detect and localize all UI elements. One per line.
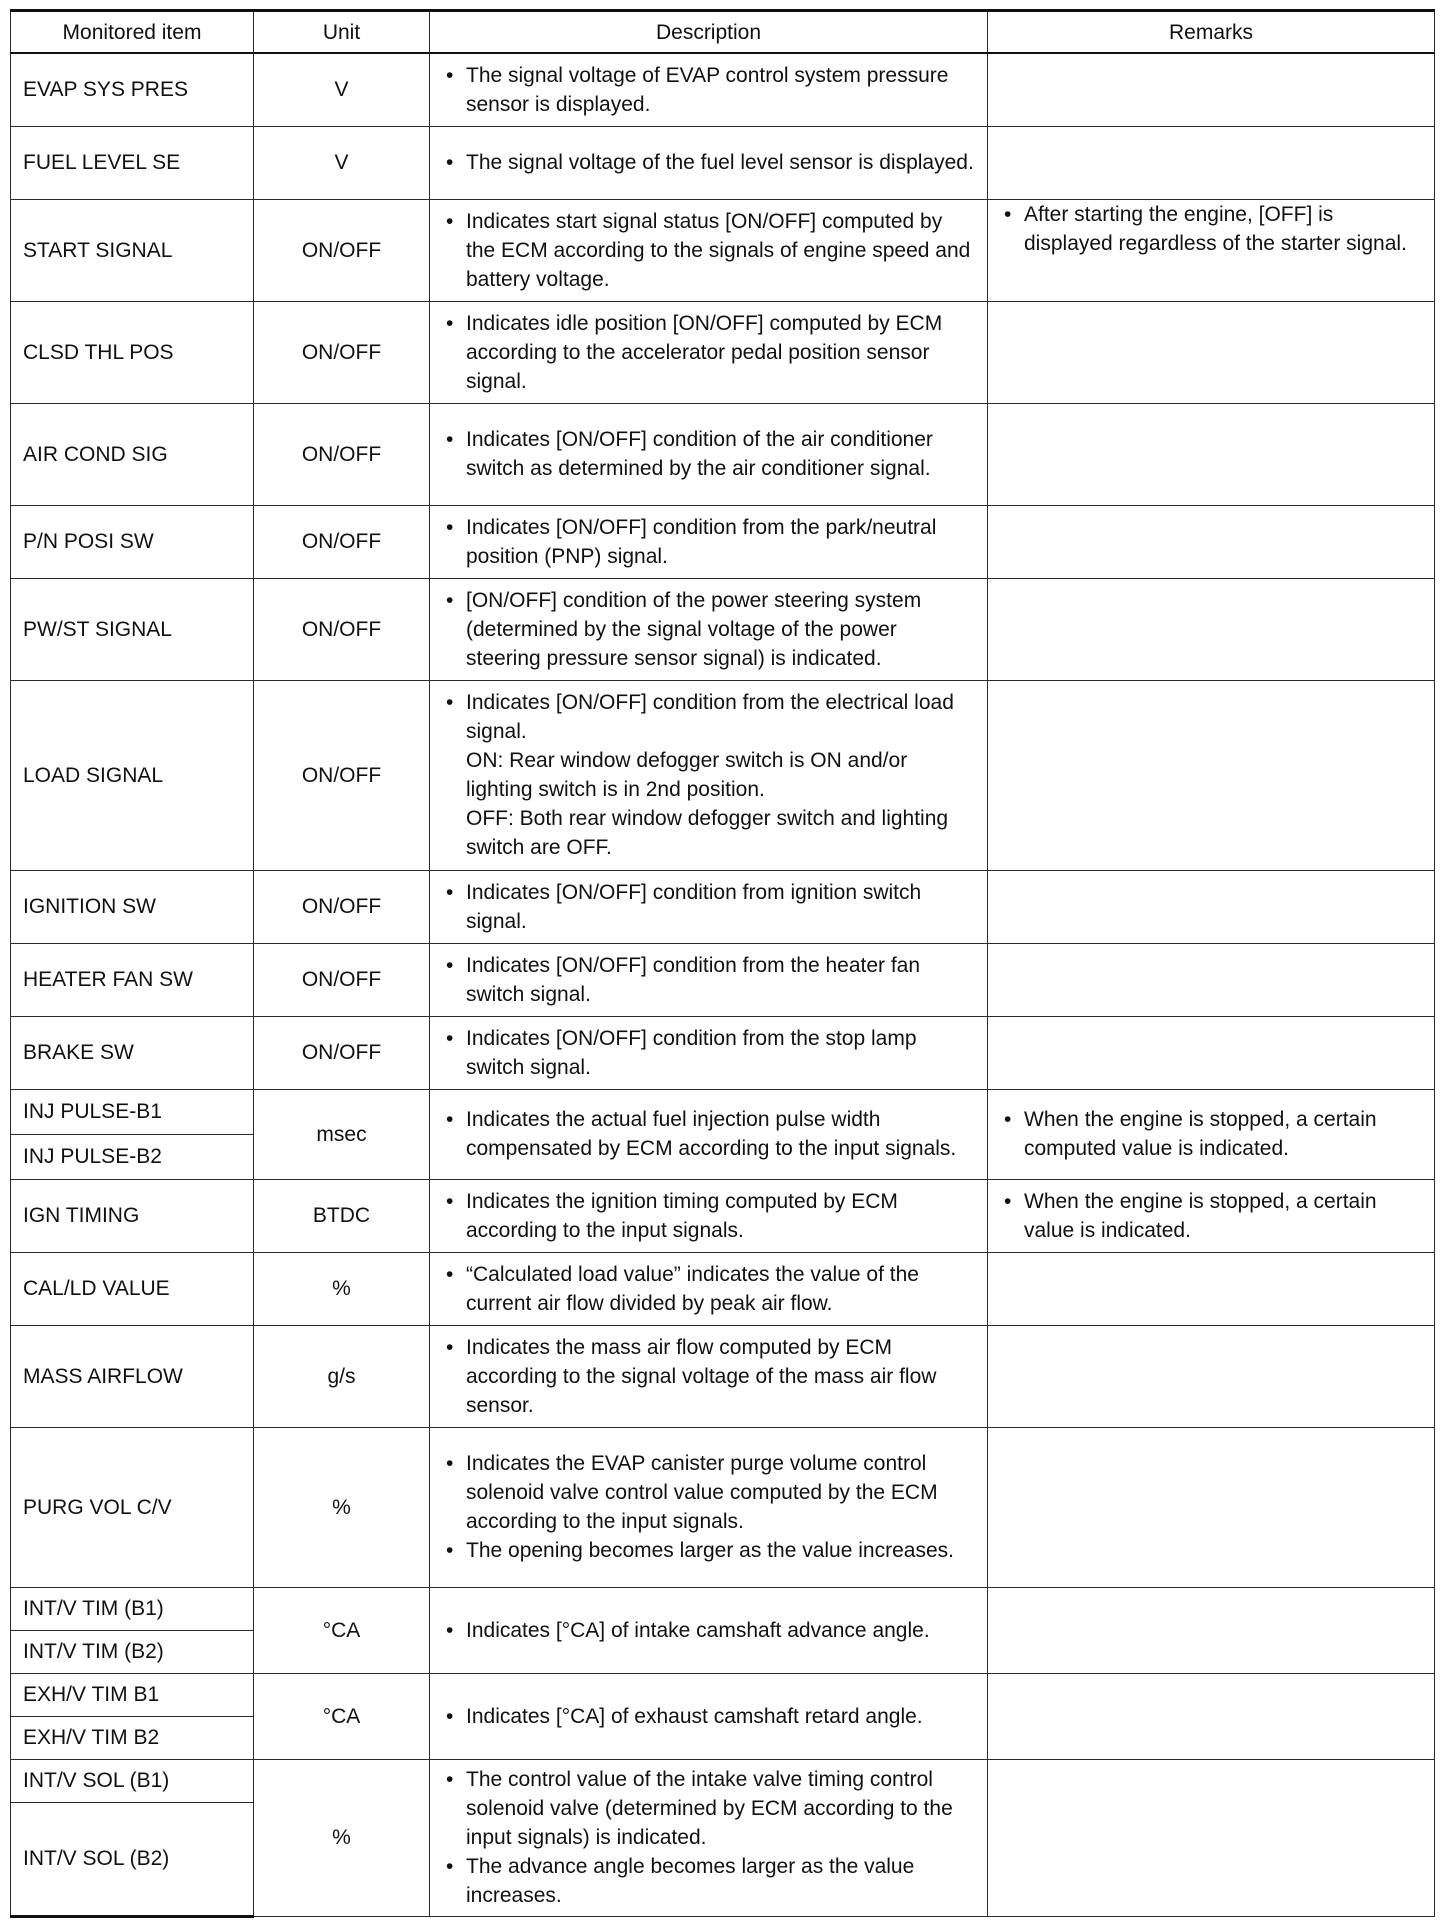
monitored-item: FUEL LEVEL SE bbox=[11, 126, 254, 199]
description-bullet bbox=[442, 688, 975, 862]
header-description: Description bbox=[430, 11, 988, 54]
description-bullet: • Indicates [ON/OFF] condition from the heater fan switch signal. bbox=[442, 951, 975, 1009]
unit: g/s bbox=[254, 1325, 430, 1427]
table-row bbox=[11, 53, 1435, 126]
document-page bbox=[10, 9, 1434, 1918]
description bbox=[430, 578, 988, 680]
table-row bbox=[11, 1427, 1435, 1587]
description bbox=[430, 1016, 988, 1089]
description-bullet: • The advance angle becomes larger as the value increases. bbox=[442, 1852, 975, 1910]
description-bullet: • The control value of the intake valve timing control solenoid valve (determined by ECM according to the input signals) is indicated. bbox=[442, 1765, 975, 1852]
table-row bbox=[11, 1587, 1435, 1630]
monitored-item: EVAP SYS PRES bbox=[11, 53, 254, 126]
description-bullet: • Indicates [ON/OFF] condition from ignition switch signal. bbox=[442, 878, 975, 936]
unit: °CA bbox=[254, 1673, 430, 1759]
monitored-item: INT/V TIM (B1) bbox=[11, 1587, 254, 1630]
description bbox=[430, 1587, 988, 1673]
monitored-item: LOAD SIGNAL bbox=[11, 680, 254, 870]
table-header-row bbox=[11, 11, 1435, 54]
monitored-item: MASS AIRFLOW bbox=[11, 1325, 254, 1427]
table-row bbox=[11, 199, 1435, 301]
description bbox=[430, 126, 988, 199]
monitored-item: START SIGNAL bbox=[11, 199, 254, 301]
table-row bbox=[11, 1759, 1435, 1802]
table-row bbox=[11, 403, 1435, 505]
table-row bbox=[11, 1325, 1435, 1427]
description bbox=[430, 1673, 988, 1759]
unit: % bbox=[254, 1427, 430, 1587]
table-row bbox=[11, 1089, 1435, 1134]
description-bullet: • Indicates [ON/OFF] condition from the park/neutral position (PNP) signal. bbox=[442, 513, 975, 571]
header-unit: Unit bbox=[254, 11, 430, 54]
description-bullet: • Indicates the actual fuel injection pulse width compensated by ECM according to the input signals. bbox=[442, 1105, 975, 1163]
monitored-item: P/N POSI SW bbox=[11, 505, 254, 578]
unit: BTDC bbox=[254, 1179, 430, 1252]
monitor-item-table bbox=[10, 9, 1435, 1918]
monitored-item: BRAKE SW bbox=[11, 1016, 254, 1089]
description bbox=[430, 870, 988, 943]
table-row bbox=[11, 1252, 1435, 1325]
remarks bbox=[988, 578, 1435, 680]
monitored-item: EXH/V TIM B2 bbox=[11, 1716, 254, 1759]
description-bullet: • Indicates the ignition timing computed by ECM according to the input signals. bbox=[442, 1187, 975, 1245]
description-bullet: • Indicates start signal status [ON/OFF] computed by the ECM according to the signals of engine speed and battery voltage. bbox=[442, 207, 975, 294]
monitored-item: INT/V SOL (B1) bbox=[11, 1759, 254, 1802]
remarks bbox=[988, 943, 1435, 1016]
unit: V bbox=[254, 53, 430, 126]
monitored-item: INT/V SOL (B2) bbox=[11, 1802, 254, 1916]
remarks bbox=[988, 680, 1435, 870]
description-line: OFF: Both rear window defogger switch and lighting switch are OFF. bbox=[466, 807, 949, 859]
remarks bbox=[988, 53, 1435, 126]
description-bullet: • Indicates [ON/OFF] condition from the stop lamp switch signal. bbox=[442, 1024, 975, 1082]
monitored-item: IGN TIMING bbox=[11, 1179, 254, 1252]
remarks bbox=[988, 403, 1435, 505]
description-bullet: • Indicates [ON/OFF] condition of the air conditioner switch as determined by the air conditioner signal. bbox=[442, 425, 975, 483]
description-bullet: • The opening becomes larger as the value increases. bbox=[442, 1536, 975, 1565]
remarks bbox=[988, 1427, 1435, 1587]
unit: ON/OFF bbox=[254, 301, 430, 403]
description-bullet: • [ON/OFF] condition of the power steering system (determined by the signal voltage of the power steering pressure sensor signal) is indicated. bbox=[442, 586, 975, 673]
description-bullet: • Indicates [°CA] of exhaust camshaft retard angle. bbox=[442, 1702, 975, 1731]
unit: ON/OFF bbox=[254, 403, 430, 505]
description-line: • Indicates [ON/OFF] condition from the electrical load signal. bbox=[466, 691, 954, 743]
table-row bbox=[11, 943, 1435, 1016]
unit: % bbox=[254, 1252, 430, 1325]
unit: % bbox=[254, 1759, 430, 1916]
description-bullet: • Indicates the mass air flow computed by ECM according to the signal voltage of the mass air flow sensor. bbox=[442, 1333, 975, 1420]
unit: ON/OFF bbox=[254, 870, 430, 943]
remarks bbox=[988, 1089, 1435, 1179]
description-bullet: • Indicates [°CA] of intake camshaft advance angle. bbox=[442, 1616, 975, 1645]
description bbox=[430, 1759, 988, 1916]
description bbox=[430, 1427, 988, 1587]
unit: V bbox=[254, 126, 430, 199]
description-bullet: • “Calculated load value” indicates the value of the current air flow divided by peak air flow. bbox=[442, 1260, 975, 1318]
description bbox=[430, 1179, 988, 1252]
remarks bbox=[988, 1759, 1435, 1916]
description-line: ON: Rear window defogger switch is ON and/or lighting switch is in 2nd position. bbox=[466, 749, 908, 801]
table-row bbox=[11, 505, 1435, 578]
unit: ON/OFF bbox=[254, 578, 430, 680]
header-monitored-item: Monitored item bbox=[11, 11, 254, 54]
monitored-item: INJ PULSE-B2 bbox=[11, 1134, 254, 1179]
remarks bbox=[988, 199, 1435, 301]
remarks-bullet: • When the engine is stopped, a certain value is indicated. bbox=[1000, 1187, 1422, 1245]
remarks bbox=[988, 126, 1435, 199]
table-row bbox=[11, 126, 1435, 199]
unit: msec bbox=[254, 1089, 430, 1179]
description bbox=[430, 301, 988, 403]
remarks bbox=[988, 1252, 1435, 1325]
description-bullet: • Indicates the EVAP canister purge volume control solenoid valve control value computed by the ECM according to the input signals. bbox=[442, 1449, 975, 1536]
description-bullet: • The signal voltage of the fuel level sensor is displayed. bbox=[442, 148, 975, 177]
remarks-bullet: • When the engine is stopped, a certain computed value is indicated. bbox=[1000, 1105, 1422, 1163]
remarks bbox=[988, 505, 1435, 578]
description bbox=[430, 943, 988, 1016]
remarks bbox=[988, 1587, 1435, 1673]
remarks bbox=[988, 301, 1435, 403]
description-bullet: • Indicates idle position [ON/OFF] computed by ECM according to the accelerator pedal position sensor signal. bbox=[442, 309, 975, 396]
table-row bbox=[11, 680, 1435, 870]
table-row bbox=[11, 301, 1435, 403]
description bbox=[430, 1089, 988, 1179]
monitored-item: CLSD THL POS bbox=[11, 301, 254, 403]
description bbox=[430, 199, 988, 301]
description-bullet: • The signal voltage of EVAP control system pressure sensor is displayed. bbox=[442, 61, 975, 119]
table-row bbox=[11, 1016, 1435, 1089]
description bbox=[430, 1325, 988, 1427]
remarks bbox=[988, 1673, 1435, 1759]
table-row bbox=[11, 578, 1435, 680]
remarks bbox=[988, 1016, 1435, 1089]
description bbox=[430, 53, 988, 126]
monitored-item: EXH/V TIM B1 bbox=[11, 1673, 254, 1716]
monitored-item: CAL/LD VALUE bbox=[11, 1252, 254, 1325]
remarks bbox=[988, 870, 1435, 943]
monitored-item: IGNITION SW bbox=[11, 870, 254, 943]
unit: °CA bbox=[254, 1587, 430, 1673]
remarks bbox=[988, 1179, 1435, 1252]
unit: ON/OFF bbox=[254, 943, 430, 1016]
monitored-item: INJ PULSE-B1 bbox=[11, 1089, 254, 1134]
remarks-bullet: • After starting the engine, [OFF] is displayed regardless of the starter signal. bbox=[1000, 200, 1422, 258]
description bbox=[430, 680, 988, 870]
unit: ON/OFF bbox=[254, 505, 430, 578]
remarks bbox=[988, 1325, 1435, 1427]
table-row bbox=[11, 1179, 1435, 1252]
header-remarks: Remarks bbox=[988, 11, 1435, 54]
unit: ON/OFF bbox=[254, 199, 430, 301]
unit: ON/OFF bbox=[254, 1016, 430, 1089]
monitored-item: PURG VOL C/V bbox=[11, 1427, 254, 1587]
unit: ON/OFF bbox=[254, 680, 430, 870]
monitored-item: AIR COND SIG bbox=[11, 403, 254, 505]
description bbox=[430, 505, 988, 578]
monitored-item: INT/V TIM (B2) bbox=[11, 1630, 254, 1673]
table-row bbox=[11, 1673, 1435, 1716]
monitored-item: PW/ST SIGNAL bbox=[11, 578, 254, 680]
monitored-item: HEATER FAN SW bbox=[11, 943, 254, 1016]
description bbox=[430, 403, 988, 505]
description bbox=[430, 1252, 988, 1325]
table-row bbox=[11, 870, 1435, 943]
